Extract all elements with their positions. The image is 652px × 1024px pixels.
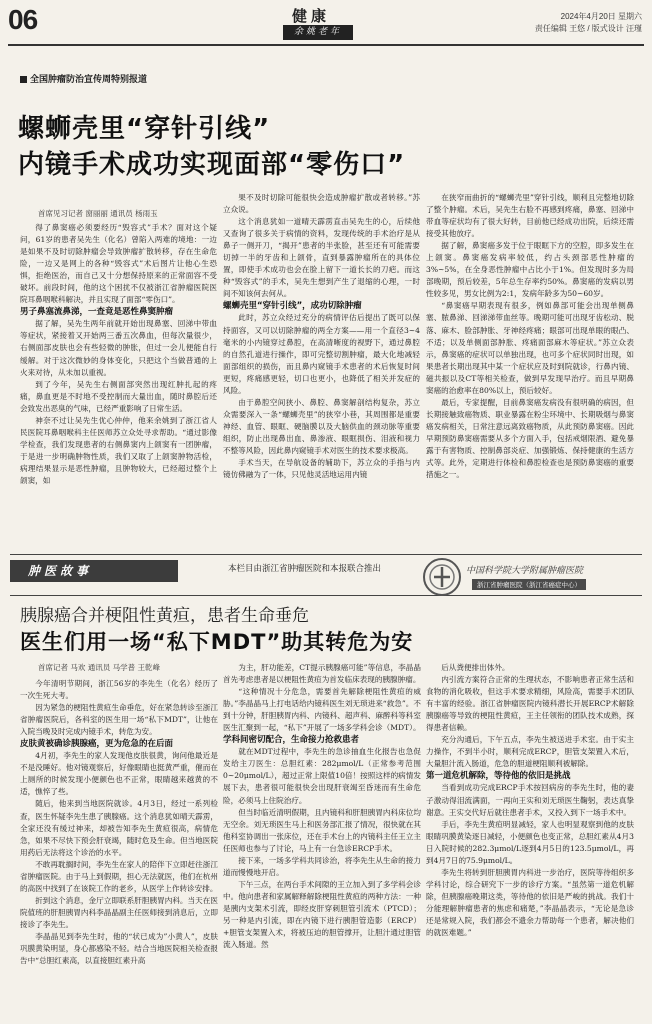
paragraph: 今年清明节期间，浙江56岁的李先生（化名）经历了一次生死大考。 xyxy=(20,679,218,701)
paragraph: 得了鼻窦癌必须要经历“毁容式”手术？面对这个疑问，61岁的患者吴先生（化名）曾陷入两难的境地：一边是如果不及时切除肿瘤会导致肿瘤扩散转移，存在生命危险，一边又是网上的各种“毁容式”术后图片让他心生恐惧，拒绝医治，而自己又十分想保持原来的正常面容不受破坏。前段时间，他的这个困扰不仅被浙江省肿瘤医院医院耳鼻咽喉科解决，并且实现了面部“零伤口”。 xyxy=(20,223,217,305)
article1-kicker-text: 全国肿瘤防治宣传周特别报道 xyxy=(30,75,148,85)
masthead-info xyxy=(535,11,642,35)
paragraph: 到了今年，吴先生右侧面部突然出现红肿扎起的疼痛，鼻血更是不时地不受控制而大量出血，随时鼻腔后还会致发出恶臭的气味，已经严重影响了日常生活。 xyxy=(20,379,217,413)
paragraph: 随后，他来到当地医院就诊。4月3日，经过一系列检查，医生怀疑李先生患了胰腺癌。这个消息犹如晴天霹雳，全家还没有缓过神来，却被告知李先生黄疸很高，病情危急，如果不尽快下预会肝衰竭，随时危及生命。但当地医院用药后无法将这个诊治的水平。 xyxy=(20,799,218,857)
paragraph: 不敢再耽搁时间，李先生在家人的陪伴下立即赶往浙江省肿瘤医院。由于马上到假期，担心无法就医，他们在杭州的高医中找到了在该院工作的老乡，从医学上作转诊安排。 xyxy=(20,859,218,893)
article2-column-3 xyxy=(426,662,634,1020)
paragraph: 为主，肝功能差，CT提示胰腺癌可能”等信息，李晶晶首先考虑患者是以梗阻性黄疸为首发临床表现的胰腺肿瘤。 xyxy=(223,663,421,685)
paragraph: 当看到成功完成ERCP手术按回病房的李先生时，他的妻子激动得泪流满面，一再向王实和刘无琐医生鞠躬，表达真挚谢意。王实交代好后就往患者手术，又投入到下一场手术中。 xyxy=(426,783,634,817)
article1-byline: 首席见习记者 窗丽丽 通讯员 杨雨玉 xyxy=(38,209,158,218)
paragraph: 下午三点，在两台手术间隙的王立加入到了多学科会诊中。他向患者和家属解释解除梗阻性黄疸的两种方法：一种是胰内支架术引流，即经皮肝穿刺胆管引流术（PTCD）；另一种是内引流，即在内镜下进行胰胆管造影（ERCP）+胆管支架置入术，将被压迫的胆管撑开，让胆汁通过胆管流入肠道。然 xyxy=(223,879,421,950)
paragraph: 4月初，李先生的家人发现他皮肤很黄，询问他最近是不是没睡好。他对镜观察后，好像眼睛也挺黄严重，催而在上厕所的时候发现小便颜色也不正常，眼睛越来越黄的不适，憔悴了些。 xyxy=(20,751,218,797)
article1-headline-line1: 螺蛳壳里“穿针引线” xyxy=(18,114,271,144)
paragraph: 最后，专家提醒，目前鼻窦癌发病没有很明确的病因，但长期接触致癌物质、职业暴露在粉尘环境中、长期吸烟与鼻窦癌发病相关，日常注意远离致癌物质，从此预防鼻窦癌。因此早期预防鼻窦癌需要从多个方面入手，包括戒烟限酒、避免暴露于有害物质、控制鼻部炎症、加强锻炼、保持健康的生活方式等。此外，定期进行体检和鼻腔检查也是预防鼻窦癌的重要措施之一。 xyxy=(426,397,634,480)
paragraph: 这个消息犹如一道晴天霹雳直击吴先生的心，后续他又查询了很多关于病情的资料，发现传统的手术治疗是从鼻子一侧开刀，“揭开”患者的半张脸，甚至还有可能需要切掉一半的牙齿和上颌骨，直到暴露肿瘤所在的具体位置，即使手术成功也会在脸上留下一道长长的刀疤。而这种“毁容式”的手术，吴先生想到产生了退缩的心理，一时间不知该何去何从。 xyxy=(223,217,420,299)
section-title: 健康 xyxy=(292,7,331,25)
paragraph: 手后，李先生黄疸明显减轻，家人也明显观察到他的皮肤眼睛巩膜黄染逐日减轻，小便颜色也变正常，总胆红素从4月3日入院时候的282.3μmol/L逐到4月5日的123.5μmol/L，再到4月7日的75.9μmol/L。 xyxy=(426,819,634,865)
paragraph: 据了解，吴先生两年前就开始出现鼻塞、回涕中带血等症状，紧接着又开始两三番五次鼻血，但每次量很少，右侧面部皮肤也会有些轻微的肿胀，但过一会儿便能自行缓解。对于这次微妙的身体变化，只把这个当做普通的上火来对待，从未加以重视。 xyxy=(20,319,217,377)
article1-column-1 xyxy=(20,222,217,544)
paragraph: 手术当天，在导航设备的辅助下，苏立众的手指与内镜仿佛融为了一体，只见他灵活地运用内镜 xyxy=(223,458,420,480)
article1-kicker xyxy=(20,72,147,85)
header-rule xyxy=(8,44,644,46)
subheading: 男子鼻塞流鼻涕，一查竟是恶性鼻窦肿瘤 xyxy=(20,307,174,318)
paragraph: 此时，苏立众经过充分的病情评估后提出了既可以保持面容，又可以切除肿瘤的两全方案——用一个直径3~4毫米的小内镜穿过鼻腔，在高清晰度的视野下，通过鼻腔的自然孔道进行操作，即可完整切割肿瘤，最大化地减轻面部组织的损伤，而且鼻内窥镜手术患者的术后恢复时间更短，疼痛感更轻，切口也更小，也降低了相关并发症的风险。 xyxy=(223,313,420,395)
article1-column-3 xyxy=(426,192,634,544)
editor-credits: 责任编辑 王悠 / 版式设计 汪瑾 xyxy=(534,24,642,33)
paragraph: 接下来，一场多学科共同诊治，将李先生从生命的接力道而慢慢地开启。 xyxy=(223,855,421,877)
section-badge: 余姚老年 xyxy=(283,25,353,40)
paragraph: 李先生将转到肝胆胰胃内科进一步治疗，医院等待组织多学科讨论，综合研究下一步的诊疗方案。“虽然第一道危机解除，但胰腺癌晚期这类，等待他的依旧是严峻的挑战。我们十分能理解肿瘤患者的焦虑和痛楚，”李晶晶表示，“无论是急诊还是常规入院，我们都会不遗余力帮助每一个患者，解决他们的就医难题。” xyxy=(426,867,634,938)
page-number: 06 xyxy=(8,4,38,35)
paragraph: 折到这个消息，金厅立即联系肝胆胰胃内科。当天在医院值班的肝胆胰胃内科李晶晶副主任医师接到消息后，立即接诊了李先生。 xyxy=(20,895,218,929)
subheading: 学科间密切配合，生命接力抢救患者 xyxy=(223,735,360,746)
article1-column-2 xyxy=(223,192,420,544)
paragraph: 后从粪便排出体外。 xyxy=(441,663,510,672)
hospital-subtitle: 浙江省肿瘤医院（浙江省癌症中心） xyxy=(472,579,586,590)
subheading: 螺蛳壳里“穿针引线”，成功切除肿瘤 xyxy=(223,301,362,312)
article2-headline: 医生们用一场“私下MDT”助其转危为安 xyxy=(20,630,414,654)
subheading: 第一道危机解除，等待他的依旧是挑战 xyxy=(426,771,571,782)
column-banner xyxy=(10,554,642,596)
paragraph: 由于鼻腔空间狭小、鼻腔、鼻窦解剖结构复杂，苏立众需要深入一条“螺蛳壳里”的狭窄小巷，其周围都是重要神经、血管、眼眶、硬脑膜以及大脑供血的颈动脉等重要组织，防止出现鼻出血、鼻渗液、眼眶损伤、泪液和视力不整等风险，因此鼻内窥镜手术对医生的技术要求极高。 xyxy=(223,397,420,455)
paragraph: 内引流方案符合正常的生理状态，不影响患者正常生活和食物的消化吸收，但这手术要求精细，风险高，需要手术团队有丰富的经验。浙江省肿瘤医院内镜科潜长开展ERCP术解除胰腺癌等导致的梗阻性黄疸，王主任领衔的团队技术成熟，探得患者信赖。 xyxy=(426,675,634,733)
column-name: 肿医故事 xyxy=(10,560,178,582)
sponsor-text: 本栏目由浙江省肿瘤医院和本报联合推出 xyxy=(228,564,382,574)
paragraph: 神奈不过让吴先生优心仲仲，他来余姚到了浙江省人民医院耳鼻咽喉科主任医师苏立众处寻求帮助。“通过影像学检查，我们发现患者的右侧鼻窦内上颌窦有一团肿瘤，于是进一步明确肿物性质，我们又取了上颌窦肿物活检，病理结果显示是恶性肿瘤，且肿物较大，已经超过整个上颌窦，如 xyxy=(20,415,217,485)
paragraph: “鼻窦癌早期表现有很多，例如鼻部可能会出现单侧鼻塞、脓鼻涕、回涕涕带血丝等。晚期可能可出现牙齿松动、脱落、麻木、脸部肿胀、牙神经疼痛；眼部可出现单眼的眼凸、不适；以及单侧面部肿胀、疼痛面部麻木等症状。”苏立众表示，鼻窦癌的症状可以单独出现，也可多个症状同时出现，如果患者长期出现其中某一个症状应及时到院就诊，行鼻内镜、磁共振以及CT等相关检查，做到早发现早治疗。而且早期鼻窦癌的治愈率在80%以上，预后较好。 xyxy=(426,301,634,395)
article2-byline: 首席记者 马欢 通讯员 马学普 王乾峰 xyxy=(38,663,161,672)
article1-headline-line2: 内镜手术成功实现面部“零伤口” xyxy=(18,150,406,180)
paragraph: 因为紧急的梗阻性黄疸生命垂危，好在紧急转诊至浙江省肿瘤医院后，各科室的医生用一场“私下MDT”，让他在入院当晚及时完成内镜手术，转危为安。 xyxy=(20,703,218,737)
square-bullet-icon xyxy=(20,76,27,83)
paragraph: 就在MDT过程中，李先生的急诊抽血生化报告也急促发给主刀医生：总胆红素：282μmol/L（正常参考范围0~20μmol/L），超过正常上限值10倍！按照这样的病情发展下去，患者很可能很快会出现肝衰竭至昏迷而有生命危险，必须马上住院治疗。 xyxy=(223,747,421,805)
article2-column-1 xyxy=(20,678,218,1020)
paragraph: 果不及时切除可能很快会造成肿瘤扩散或者转移。”苏立众说。 xyxy=(223,193,420,215)
paragraph: 据了解，鼻窦癌多发于位于眼眶下方的空腔，即多发生在上颌窦。鼻窦癌发病率较低，约占头颈部恶性肿瘤的3%~5%，在全身恶性肿瘤中占比小于1%。但发现时多为局部晚期，预后较差，5年总生存率约50%。鼻窦癌的发病以男性较多见，男女比例为2:1，发病年龄多为50~60岁。 xyxy=(426,241,634,299)
article2-subheadline: 胰腺癌合并梗阻性黄疸，患者生命垂危 xyxy=(20,606,309,626)
paragraph: 但当时临近清明假期，且内镜科和肝胆胰胃内科床位均无空余。刘无琐医生马上和医务部汇报了情况，很快就在其他科室协调出一张床位，还在手术台上的内镜科主任王立主任医师也参与了讨论，马上有一台急诊ERCP手术。 xyxy=(223,807,421,853)
article2-column-2 xyxy=(223,662,421,1020)
hospital-emblem-icon xyxy=(422,557,462,597)
paragraph: 在狭窄而曲折的“螺蛳壳里”穿针引线，顺利且完整地切除了整个肿瘤。术后，吴先生右脸不再感到疼痛，鼻塞、回涕中带血等症状均有了很大好转，目前他已经成功出院，后续还需接受其他放疗。 xyxy=(426,193,634,239)
hospital-name: 中国科学院大学附属肿瘤医院 xyxy=(466,566,584,576)
issue-date: 2024年4月20日 星期六 xyxy=(560,12,642,21)
paragraph: “这种情况十分危急，需要首先解除梗阻性黄疸的威胁。”李晶晶马上打电话给内镜科医生刘无琐进来“救急”。不到十分钟，肝胆胰胃内科、内镜科、超声科、麻醉科等科室医生汇聚到一起，“私下”开展了一场多学科会诊（MDT）。 xyxy=(223,687,421,733)
subheading: 皮肤黄被确诊胰腺癌，更为危急的在后面 xyxy=(20,739,174,750)
paragraph: 充分沟通后，下午五点，李先生被送进手术室。由于实主力操作，不到半小时，顺利完成ERCP，胆管支架置入术后，大量胆汁流入肠道，危急的胆道梗阻顺利被解除。 xyxy=(426,735,634,769)
paragraph: 李晶晶见到李先生时，他的“状已成为”小黄人”，皮肤巩膜黄染明显，身心都感染不轻。结合当地医院相关检查报告中“总胆红素高，以直接胆红素升高 xyxy=(20,931,218,966)
